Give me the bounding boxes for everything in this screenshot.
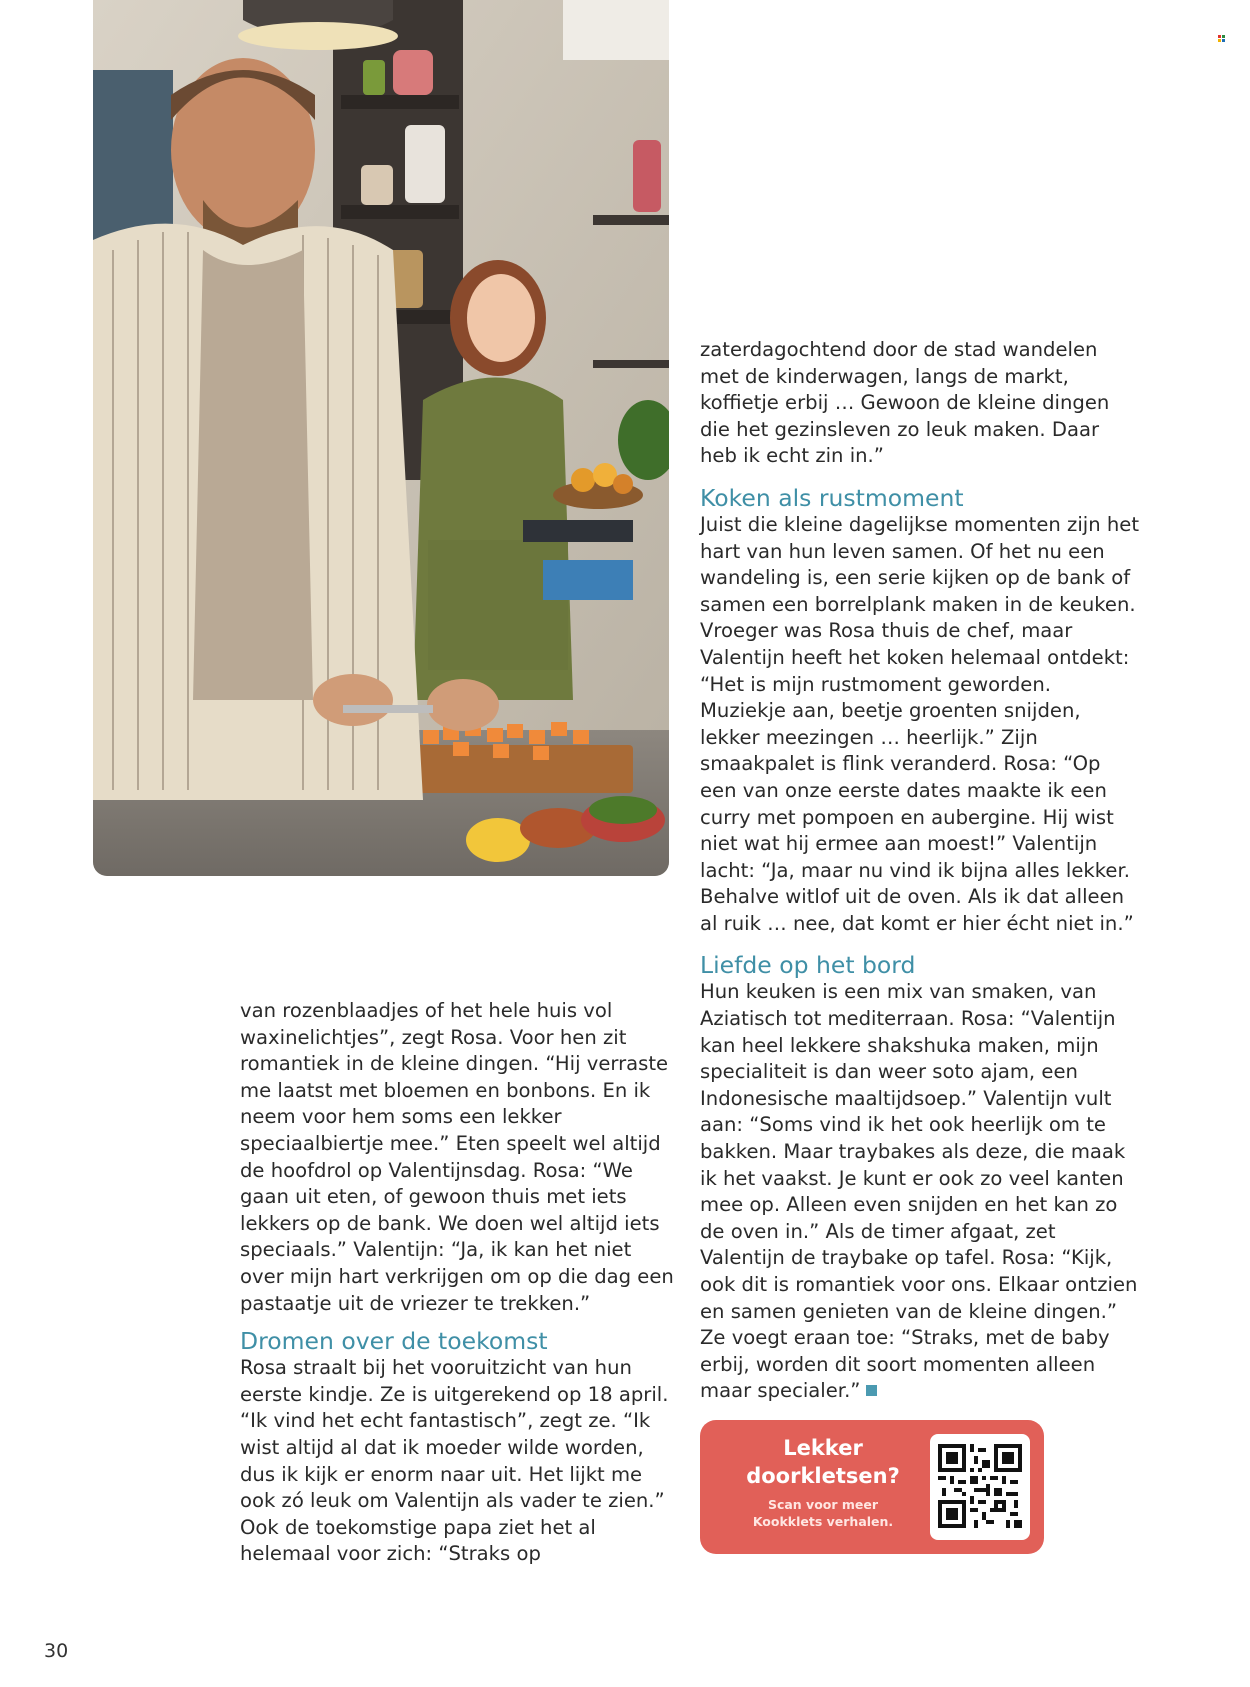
closing-text: Ze voegt eraan toe: “Straks, met de baby erbij, worden dit soort momenten alleen maar specialer.” bbox=[700, 1326, 1110, 1403]
square-end-mark-icon bbox=[866, 1385, 877, 1396]
article-column-right bbox=[700, 337, 1140, 1405]
promo-title-line: Lekker bbox=[783, 1436, 863, 1460]
article-paragraph-cooking: Juist die kleine dagelijkse momenten zijn het hart van hun leven samen. Of het nu een wandeling is, een serie kijken op de bank of samen een borrelplank maken in de keuken. Vroeger was Rosa thuis de chef, maar Valentijn heeft het koken helemaal ontdekt: “Het is mijn rustmoment geworden. Muziekje aan, beetje groenten snijden, lekker meezingen … heerlijk.” Zijn smaakpalet is flink veranderd. Rosa: “Op een van onze eerste dates maakte ik een curry met pompoen en aubergine. Hij wist niet wat hij ermee aan moest!” Valentijn lacht: “Ja, maar nu vind ik bijna alles lekker. Behalve witlof uit de oven. Als ik dat alleen al ruik … nee, dat komt er hier écht niet in.” bbox=[700, 512, 1140, 935]
promo-subtitle-line: Scan voor meer bbox=[767, 1497, 879, 1512]
page-number: 30 bbox=[44, 1640, 69, 1662]
heading-dreams: Dromen over de toekomst bbox=[240, 1327, 548, 1356]
promo-subtitle-line: Kookklets verhalen. bbox=[752, 1514, 894, 1529]
heading-cooking: Koken als rustmoment bbox=[700, 483, 964, 512]
promo-title-line: doorkletsen? bbox=[746, 1464, 900, 1488]
promo-subtitle bbox=[718, 1496, 928, 1530]
article-paragraph-dreams: Rosa straalt bij het vooruitzicht van hun eerste kindje. Ze is uitgerekend op 18 april. “Ik vind het echt fantastisch”, zegt ze. “Ik wist altijd al dat ik moeder wilde worden, dus ik kijk er enorm naar uit. Het lijkt me ook zó leuk om Valentijn als vader te zien.” Ook de toekomstige papa ziet het al helemaal voor zich: “Straks op bbox=[240, 1356, 669, 1566]
article-column-left bbox=[240, 998, 680, 1568]
article-paragraph: van rozenblaadjes of het hele huis vol waxinelichtjes”, zegt Rosa. Voor hen zit romantiek in de kleine dingen. “Hij verraste me laatst met bloemen en bonbons. En ik neem voor hem soms een lekker speciaalbiertje mee.” Eten speelt wel altijd de hoofdrol op Valentijnsdag. Rosa: “We gaan uit eten, of gewoon thuis met iets lekkers op de bank. We doen wel altijd iets speciaals.” Valentijn: “Ja, ik kan het niet over mijn hart verkrijgen om op die dag een pastaatje uit de vriezer te trekken.” bbox=[240, 999, 674, 1315]
kitchen-couple-photo bbox=[93, 0, 669, 876]
promo-title bbox=[718, 1434, 928, 1490]
article-paragraph-love: Hun keuken is een mix van smaken, van Aziatisch tot mediterraan. Rosa: “Valentijn kan heel lekkere shakshuka maken, mijn specialiteit is dan weer soto ajam, een Indonesische maaltijdsoep.” Valentijn vult aan: “Soms vind ik het ook heerlijk om te bakken. Maar traybakes als deze, die maak ik het vaakst. Je kunt er ook zo veel kanten mee op. Alleen even snijden en het kan zo de oven in.” Als de timer afgaat, zet Valentijn de traybake op tafel. Rosa: “Kijk, ook dit is romantiek voor ons. Elkaar ontzien en samen genieten van de kleine dingen.” bbox=[700, 980, 1138, 1323]
qr-code-icon[interactable] bbox=[930, 1434, 1030, 1540]
promo-box[interactable] bbox=[700, 1420, 1044, 1554]
article-paragraph-closing bbox=[700, 1325, 1140, 1405]
heading-love: Liefde op het bord bbox=[700, 951, 916, 980]
article-paragraph-intro: zaterdagochtend door de stad wandelen met de kinderwagen, langs de markt, koffietje erbij … Gewoon de kleine dingen die het gezinsleven zo leuk maken. Daar heb ik echt zin in.” bbox=[700, 338, 1110, 468]
corner-color-mark bbox=[1218, 35, 1225, 42]
